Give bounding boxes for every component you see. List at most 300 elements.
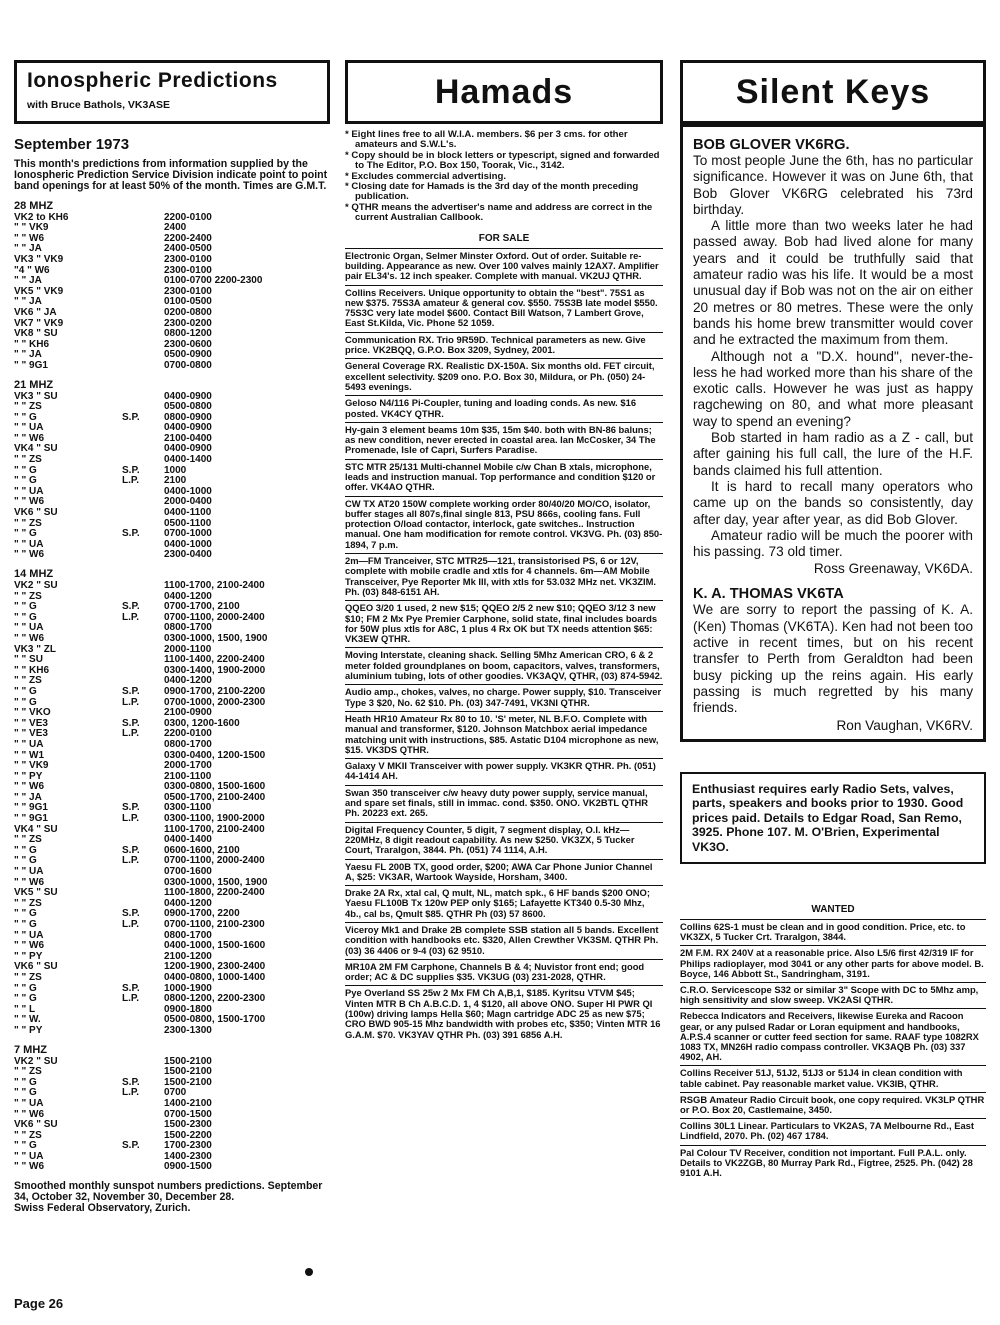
- ad-heading: STC MTR 25/131 Multi-channel: [345, 460, 481, 472]
- path-type-cell: [122, 962, 164, 973]
- path-type-cell: S.P.: [122, 601, 140, 613]
- path-type-cell: [122, 941, 164, 952]
- sunspot-text: Smoothed monthly sunspot numbers predictions. September 34, October 32, November 30, December 28.: [14, 1180, 323, 1204]
- hamads-column: [345, 60, 663, 1043]
- path-type-cell: S.P.: [122, 1076, 140, 1088]
- ad-text: 51J2, 51J3 or 51J4 in clean condition with table cabinet. Pay reasonable market value. VK3IB, QTHR.: [680, 1067, 963, 1089]
- ad-heading: Geloso N4/116 Pi-Coupler,: [345, 397, 462, 409]
- times-cell: 2100-1100: [164, 770, 212, 782]
- ad-text: 240V at a reasonable price. Also L5/6 first 42/319 IF for Philips radioplayer, mod 3041 or any other parts for above model. B. Boyce, 146 Abbott St., Sandringham, 3191.: [680, 947, 984, 979]
- times-cell: 0700-0800: [164, 359, 212, 371]
- path-type-cell: [122, 297, 164, 308]
- path-cell: " " PY: [14, 1024, 43, 1036]
- path-cell: " " G: [14, 855, 37, 867]
- path-type-cell: S.P.: [122, 908, 140, 920]
- hamads-rules: [345, 130, 663, 224]
- classified-ad: [345, 711, 663, 758]
- intro-text: This month's predictions from information supplied by the Ionospheric Prediction Service Division indicate point to point band openings for at least 50% of the month. Times are G.M.T.: [14, 158, 328, 193]
- ad-heading: Collins 30L1 Linear.: [680, 1120, 769, 1132]
- ad-text: STC MTR25—121, transistorised PS, 6 or 12V, complete with mobile cradle and xtls for 4 channels. 6m—AM Mobile Transceiver, Pye Reporter Mk III, with xtls for 53.032 MHz net. VK3ZIM. Ph. (03) 848-6151 AH.: [345, 555, 657, 597]
- ad-heading: Yaesu FL 200B TX,: [345, 860, 429, 872]
- times-cell: 0300-1100: [164, 802, 212, 814]
- obituary-signature-2: Ron Vaughan, VK6RV.: [836, 717, 973, 733]
- ad-heading: Pye Overland SS 25w: [345, 987, 441, 999]
- path-cell: " " G: [14, 982, 37, 994]
- classified-ad: [345, 922, 663, 959]
- band-heading: 28 MHZ: [14, 199, 54, 212]
- ad-heading: Pal Colour TV Receiver,: [680, 1146, 786, 1158]
- ad-heading: 2M F.M. RX: [680, 947, 729, 959]
- ad-heading: Hy-gain 3 element: [345, 423, 426, 435]
- times-cell: 2200-0100: [164, 211, 212, 223]
- path-cell: " " ZS: [14, 517, 42, 529]
- path-type-cell: [122, 319, 164, 330]
- path-type-cell: S.P.: [122, 528, 140, 540]
- path-cell: "4 " W6: [14, 264, 50, 276]
- ad-heading: Collins 62S-1: [680, 921, 739, 932]
- path-cell: " " G: [14, 919, 37, 931]
- ad-heading: Audio amp.,: [345, 686, 399, 698]
- classified-ad: [345, 859, 663, 886]
- classified-ad: [345, 553, 663, 600]
- path-cell: " " G: [14, 411, 37, 423]
- silent-keys-body: [680, 124, 986, 742]
- path-type-cell: S.P.: [122, 844, 140, 856]
- path-type-cell: L.P.: [122, 855, 140, 867]
- times-cell: 0500-0900: [164, 349, 212, 361]
- times-cell: 2100-0900: [164, 707, 212, 719]
- classified-ad: [345, 758, 663, 785]
- path-type-cell: [122, 1120, 164, 1131]
- path-type-cell: [122, 623, 164, 634]
- path-cell: " " PY: [14, 770, 43, 782]
- times-cell: 0400-1200: [164, 590, 212, 602]
- ad-text: Selmer Minster Oxford. Out of order. Suitable re-building. Appearance as new. Over 100 valves mainly 12AX7. Amplifier pair EL34's. 12 inch speaker. Complete with manual. VK2UJ QTHR.: [345, 249, 659, 282]
- path-cell: " " VKO: [14, 707, 51, 719]
- prediction-row: [14, 1099, 330, 1110]
- path-type-cell: [122, 1162, 164, 1173]
- ad-text: Trio 9R59D. Technical parameters as new. Give price. VK2BQQ, G.P.O. Box 3209, Sydney, 2001.: [345, 333, 646, 356]
- times-cell: 2100-0400: [164, 432, 212, 444]
- ionospheric-predictions-column: [14, 60, 330, 1215]
- times-cell: 0300, 1200-1600: [164, 717, 240, 729]
- path-cell: " " G: [14, 1140, 37, 1152]
- times-cell: 1100-1700, 2100-2400: [164, 823, 265, 835]
- ionospheric-author: with Bruce Bathols, VK3ASE: [27, 99, 170, 111]
- path-type-cell: [122, 761, 164, 772]
- times-cell: 0700-1000, 2000-2300: [164, 696, 266, 708]
- path-type-cell: [122, 1152, 164, 1163]
- ad-heading: Viceroy Mk1 and Drake 2B: [345, 923, 463, 935]
- path-type-cell: L.P.: [122, 696, 140, 708]
- rule-item: * Eight lines free to all W.I.A. members. $6 per 3 cms. for other amateurs and S.W.L's.: [345, 129, 628, 151]
- path-cell: VK4 " SU: [14, 443, 58, 455]
- rule-item: * QTHR means the advertiser's name and address are correct in the current Australian Callbook.: [345, 201, 653, 224]
- band-heading: 21 MHZ: [14, 378, 54, 391]
- path-type-cell: [122, 973, 164, 984]
- times-cell: 0700-1500: [164, 1108, 212, 1120]
- path-cell: " " UA: [14, 866, 44, 878]
- times-cell: 1500-2100: [164, 1055, 212, 1067]
- times-cell: 0300-1100, 1900-2000: [164, 813, 265, 825]
- path-type-cell: S.P.: [122, 685, 140, 697]
- path-type-cell: [122, 434, 164, 445]
- path-cell: VK2 " SU: [14, 1055, 58, 1067]
- ad-text: one copy required. VK3LP QTHR or P.O. Box 20, Castlemaine, 3450.: [680, 1093, 985, 1116]
- path-type-cell: [122, 645, 164, 656]
- ad-text: cleaning shack. Selling 5Mhz American CRO, 6 & 2 meter folded groundplanes on boom, capacitors, valves, transformers, aluminium tubing, lots of other goodies. VK3AQV, QTHR, (03) 874-5942.: [345, 649, 663, 682]
- times-cell: 2300-0100: [164, 264, 212, 276]
- classified-ad: [680, 1145, 986, 1182]
- times-cell: 0500-0800, 1500-1700: [164, 1014, 266, 1026]
- path-type-cell: L.P.: [122, 728, 140, 740]
- path-type-cell: [122, 308, 164, 319]
- ionospheric-title: Ionospheric Predictions: [27, 69, 278, 92]
- path-cell: " " W1: [14, 749, 45, 761]
- path-cell: " " ZS: [14, 675, 42, 687]
- path-cell: " " UA: [14, 538, 44, 550]
- obituary-signature-1: Ross Greenaway, VK6DA.: [813, 561, 973, 577]
- path-type-cell: [122, 255, 164, 266]
- path-type-cell: [122, 1099, 164, 1110]
- rule-item: * Excludes commercial advertising.: [345, 170, 507, 182]
- path-type-cell: [122, 1057, 164, 1068]
- path-cell: VK4 " SU: [14, 823, 58, 835]
- obituary-paragraph: A little more than two weeks later he had passed away. Bob had lived alone for many years and it could be truthfully said that amateur radio was his life. It would be a most unusual day if Bob was not on the air on either 20 metres or 80 metres. These were the only bands his home brew transmitter would cover and he extracted the maximum from them.: [693, 218, 973, 348]
- path-type-cell: [122, 888, 164, 899]
- month-heading: September 1973: [14, 136, 130, 153]
- path-type-cell: [122, 782, 164, 793]
- obituary-name-2: K. A. THOMAS VK6TA: [693, 586, 844, 603]
- times-cell: 0400-0900: [164, 390, 212, 402]
- classified-ad: [680, 1008, 986, 1065]
- path-cell: " " W6: [14, 876, 45, 888]
- times-cell: 0400-0800, 1000-1400: [164, 971, 266, 983]
- path-type-cell: S.P.: [122, 464, 140, 476]
- ad-heading: Rebecca Indicators and Receivers,: [680, 1010, 835, 1022]
- path-type-cell: [122, 423, 164, 434]
- times-cell: 2300-0100: [164, 285, 212, 297]
- times-cell: 0900-1800: [164, 1003, 212, 1015]
- times-cell: 2000-1100: [164, 643, 212, 655]
- enthusiast-ad: Enthusiast requires early Radio Sets, valves, parts, speakers and books prior to 1930. Good prices paid. Details to Edgar Road, San Remo, 3925. Phone 107. M. O'Brien, Experimental VK3O.: [680, 772, 986, 865]
- silent-keys-column: [680, 60, 986, 1181]
- times-cell: 1500-2300: [164, 1119, 212, 1131]
- path-type-cell: S.P.: [122, 982, 140, 994]
- path-cell: VK6 " SU: [14, 961, 58, 973]
- path-cell: " " KH6: [14, 664, 50, 676]
- path-cell: " " G: [14, 685, 37, 697]
- path-type-cell: S.P.: [122, 411, 140, 423]
- prediction-row: [14, 308, 330, 319]
- ad-text: must be clean and in good condition. Price, etc. to VK3ZX, 5 Tucker Crt. Traralgon, 3844.: [680, 921, 966, 943]
- ad-text: likewise Eureka and Racoon gear, or any pulsed Radar or Loran equipment and handbooks, A.P.S.4 scanner or cutter feed section for same. RAAF type 1082RX 1083 TX, MN26H radio compass controller. VK3AQB Ph. (03) 337 4902, AH.: [680, 1010, 979, 1063]
- path-cell: VK7 " VK9: [14, 317, 64, 329]
- path-cell: " " ZS: [14, 971, 42, 983]
- path-type-cell: [122, 266, 164, 277]
- path-cell: " " UA: [14, 738, 44, 750]
- times-cell: 0300-0800, 1500-1600: [164, 781, 266, 793]
- times-cell: 0300-1000, 1500, 1900: [164, 632, 268, 644]
- path-type-cell: S.P.: [122, 1140, 140, 1152]
- classified-ad: [345, 647, 663, 684]
- times-cell: 0800-1700: [164, 738, 212, 750]
- path-type-cell: L.P.: [122, 993, 140, 1005]
- path-type-cell: [122, 329, 164, 340]
- classified-ad: [345, 985, 663, 1042]
- path-cell: " " W6: [14, 940, 45, 952]
- ad-text: with power supply. VK3KR QTHR. Ph. (051) 44-1414 AH.: [345, 760, 656, 782]
- classified-ad: [680, 1092, 986, 1118]
- times-cell: 2300-0200: [164, 317, 212, 329]
- obituary-paragraph: To most people June the 6th, has no particular significance. However it was on June 6th, that Bob Glover VK6RG celebrated his 73rd birthday.: [693, 153, 973, 217]
- ad-text: beams 10m $35, 15m $40. both with BN-86 baluns; as new condition, never erected in coastal area. Ian McCosker, 34 The Promenade, Isle of Capri, Surfers Paradise.: [345, 423, 656, 456]
- path-type-cell: S.P.: [122, 802, 140, 814]
- path-cell: " " G: [14, 1087, 37, 1099]
- ad-text: 2 Mx FM Ch A,B,1, $185. Kyritsu VTVM $45; Vinten MTR B Ch A.B.C.D. 1, 4 $120, all above ONO. Super HI PWR QI (100w) driving lamps Hella $60; Magn cartridge ADC 25 as new $75; CRO BWD 905-15 Mhz bandwidth with probes etc, $350; Vinten MTR 16 G.A.M. $70. VK3YAV QTHR Ph. (03) 391 6856 A.H.: [345, 987, 661, 1040]
- classified-ad: [680, 1065, 986, 1091]
- classified-ad: [345, 395, 663, 422]
- ad-text: c/w heavy duty power supply, service manual, and spare set finals, still in immac. cond. $350. ONO. VK2BTL QTHR Ph. 20223 ext. 265.: [345, 786, 649, 819]
- ad-heading: General Coverage RX.: [345, 360, 444, 372]
- path-cell: " " KH6: [14, 338, 50, 350]
- path-cell: VK3 " VK9: [14, 253, 64, 265]
- path-cell: " " ZS: [14, 1129, 42, 1141]
- times-cell: 2300-0100: [164, 253, 212, 265]
- ad-text: good order, $200; AWA Car Phone Junior Channel A, $25: VK3AR, Wartook Wayside, Horsham, 3400.: [345, 860, 653, 882]
- times-cell: 2400-0500: [164, 243, 212, 255]
- rule-item: * Closing date for Hamads is the 3rd day of the month preceding publication.: [345, 181, 639, 203]
- ad-heading: QQEO 3/20: [345, 602, 394, 614]
- times-cell: 0400-1000: [164, 538, 212, 550]
- ad-heading: CW TX AT20: [345, 497, 400, 509]
- path-type-cell: [122, 234, 164, 245]
- path-cell: " " W6: [14, 432, 45, 444]
- for-sale-ads: [345, 248, 663, 1043]
- ad-heading: 2m—FM Tranceiver,: [345, 555, 434, 567]
- ad-heading: C.R.O. Servicescope S32: [680, 984, 791, 996]
- path-cell: " " W6: [14, 549, 45, 561]
- path-type-cell: [122, 392, 164, 403]
- times-cell: 1500-2200: [164, 1129, 212, 1141]
- times-cell: 1000-1900: [164, 982, 212, 994]
- ad-heading: Galaxy V MKII Transceiver: [345, 760, 462, 772]
- wanted-label: WANTED: [811, 904, 855, 915]
- path-type-cell: [122, 487, 164, 498]
- prediction-row: [14, 1162, 330, 1173]
- ad-text: complete SSB station all 5 bands. Excellent condition with handbooks etc. $320, Allen Crewther VK3SM. QTHR Ph. (03) 36 4406 or 9-4 (03) 62 9510.: [345, 923, 659, 956]
- path-type-cell: [122, 581, 164, 592]
- path-cell: VK3 " ZL: [14, 643, 56, 655]
- times-cell: 0400-1400: [164, 454, 212, 466]
- path-cell: " " VE3: [14, 717, 48, 729]
- ad-heading: Collins Receiver 51J,: [680, 1067, 774, 1079]
- times-cell: 2000-0400: [164, 496, 212, 508]
- times-cell: 1200-1900, 2300-2400: [164, 961, 266, 973]
- times-cell: 1100-1400, 2200-2400: [164, 654, 265, 666]
- path-cell: VK2 to KH6: [14, 211, 69, 223]
- path-cell: VK6 " SU: [14, 507, 58, 519]
- path-cell: " " W6: [14, 632, 45, 644]
- times-cell: 0400-1400: [164, 834, 212, 846]
- prediction-row: [14, 550, 330, 561]
- times-cell: 0900-1700, 2100-2200: [164, 685, 266, 697]
- prediction-row: [14, 361, 330, 372]
- prediction-row: [14, 1026, 330, 1037]
- times-cell: 0800-1700: [164, 622, 212, 634]
- times-cell: 0400-1000, 1500-1600: [164, 940, 266, 952]
- path-cell: " " UA: [14, 1150, 44, 1162]
- path-type-cell: [122, 508, 164, 519]
- source-text: Swiss Federal Observatory, Zurich.: [14, 1202, 191, 1215]
- path-cell: " " 9G1: [14, 813, 48, 825]
- times-cell: 2300-1300: [164, 1024, 212, 1036]
- times-cell: 1500-2100: [164, 1076, 212, 1088]
- times-cell: 1400-2300: [164, 1150, 212, 1162]
- ad-text: condition not important. Full P.A.L. only. Details to VK2ZGB, 80 Murray Park Rd., Figtree, 2525. Ph. (042) 28 9101 A.H.: [680, 1146, 973, 1179]
- path-type-cell: [122, 666, 164, 677]
- ad-heading: Collins Receivers.: [345, 286, 426, 298]
- path-type-cell: [122, 444, 164, 455]
- path-type-cell: [122, 952, 164, 963]
- path-type-cell: [122, 1026, 164, 1037]
- path-type-cell: L.P.: [122, 813, 140, 825]
- times-cell: 0500-1100: [164, 517, 212, 529]
- path-cell: " " G: [14, 993, 37, 1005]
- classified-ad: [680, 945, 986, 982]
- path-cell: " " ZS: [14, 897, 42, 909]
- path-cell: " " W6: [14, 1108, 45, 1120]
- path-type-cell: S.P.: [122, 717, 140, 729]
- path-type-cell: [122, 878, 164, 889]
- classified-ad: [345, 684, 663, 711]
- path-type-cell: [122, 540, 164, 551]
- ad-text: tuning and loading conds. As new. $16 posted. VK4CY QTHR.: [345, 397, 637, 419]
- path-type-cell: [122, 276, 164, 287]
- ad-text: 150W complete working order 80/40/20 MO/CO, isolator, buffer stages all 807s,final single 813, PSU 866s, cooling fans. Full protection O/load contactor, interlock, gate switches.. Instruction manual. One ham modification for remote control. VK3VG. Ph. (03) 850-1894, 7 p.m.: [345, 497, 663, 550]
- classified-ad: [345, 285, 663, 332]
- times-cell: 2000-1700: [164, 760, 212, 772]
- ad-heading: Communication RX.: [345, 333, 435, 345]
- times-cell: 0800-1200: [164, 328, 212, 340]
- path-cell: " " G: [14, 1076, 37, 1088]
- classified-ad: [345, 459, 663, 496]
- times-cell: 1400-2100: [164, 1097, 212, 1109]
- classified-ad: [345, 496, 663, 553]
- times-cell: 0800-1200, 2200-2300: [164, 993, 266, 1005]
- classified-ad: [345, 600, 663, 647]
- path-cell: " " ZS: [14, 590, 42, 602]
- times-cell: 0400-1100: [164, 507, 212, 519]
- path-type-cell: [122, 867, 164, 878]
- path-cell: " " W.: [14, 1014, 41, 1026]
- ad-text: chokes, valves, no charge. Power supply, $10. Transceiver Type 3 $20, No. 62 $10. Ph. (03) 347-7491, VK3NI QTHR.: [345, 686, 662, 708]
- times-cell: 0400-1000: [164, 485, 212, 497]
- path-type-cell: [122, 655, 164, 666]
- path-cell: " " UA: [14, 929, 44, 941]
- times-cell: 2300-0600: [164, 338, 212, 350]
- ad-text: Mobile c/w Chan B xtals, microphone, leads and instruction manual. Top performance and condition $120 or offer. VK4AO QTHR.: [345, 460, 656, 493]
- times-cell: 0500-0800: [164, 401, 212, 413]
- wanted-ads: [680, 919, 986, 1181]
- path-cell: " " ZS: [14, 401, 42, 413]
- path-type-cell: [122, 1005, 164, 1016]
- path-cell: " " 9G1: [14, 802, 48, 814]
- times-cell: 0100-0700 2200-2300: [164, 275, 263, 287]
- obituary-paragraph: Amateur radio will be much the poorer with his passing. 73 old timer.: [693, 527, 973, 560]
- path-cell: " " G: [14, 844, 37, 856]
- path-cell: " " G: [14, 611, 37, 623]
- path-type-cell: [122, 244, 164, 255]
- path-cell: " " G: [14, 464, 37, 476]
- path-type-cell: [122, 740, 164, 751]
- classified-ad: [345, 332, 663, 359]
- times-cell: 0700-1100, 2000-2400: [164, 611, 265, 623]
- ad-text: Q mult, NL, match spk., 6 HF bands $200 ONO; Yaesu FL100B Tx 120w PEP only $165; Lafayette KT340 0.5-30 Mhz, 4b., cal bs, Qmult $85. QTHR Ph (03) 57 8600.: [345, 887, 650, 919]
- path-cell: " " G: [14, 601, 37, 613]
- times-cell: 2300-0400: [164, 549, 212, 561]
- path-cell: " " ZS: [14, 834, 42, 846]
- rule-item: * Copy should be in block letters or typescript, signed and forwarded to The Editor, P.O. Box 150, Toorak, Vic., 3142.: [345, 149, 660, 172]
- times-cell: 1100-1800, 2200-2400: [164, 887, 265, 899]
- ad-text: Realistic DX-150A. Six months old. FET circuit, excellent selectivity. $209 ono. P.O. Box 30, Mildura, or Ph. (050) 24-5493 evenings.: [345, 360, 655, 392]
- path-type-cell: [122, 350, 164, 361]
- path-cell: VK2 " SU: [14, 580, 58, 592]
- ad-heading: Electronic Organ,: [345, 249, 424, 261]
- times-cell: 0500-1700, 2100-2400: [164, 791, 266, 803]
- path-cell: VK5 " SU: [14, 887, 58, 899]
- path-cell: " " L: [14, 1003, 36, 1015]
- classified-ad: [680, 982, 986, 1008]
- times-cell: 0800-1700: [164, 929, 212, 941]
- ad-text: 1 used, 2 new $15; QQEO 2/5 2 new $10; QQEO 3/12 3 new $10; FM 2 Mx Pye Premier Carphone, solid state, final includes boards for 50W plus xtls for A8C, 1 plus 4 Rx OK but TX needs attention $65: VK3EW QTHR.: [345, 602, 658, 645]
- obituary-text-1: [693, 153, 973, 560]
- times-cell: 0900-1500: [164, 1161, 212, 1173]
- times-cell: 0400-0900: [164, 422, 212, 434]
- prediction-row: [14, 634, 330, 645]
- path-cell: " " UA: [14, 622, 44, 634]
- times-cell: 2400: [164, 222, 187, 234]
- ad-text: Particulars to VK2AS, 7A Melbourne Rd., East Lindfield, 2070. Ph. (02) 467 1784.: [680, 1120, 975, 1142]
- path-type-cell: L.P.: [122, 611, 140, 623]
- times-cell: 1100-1700, 2100-2400: [164, 580, 265, 592]
- times-cell: 0400-0900: [164, 443, 212, 455]
- times-cell: 0300-0400, 1200-1500: [164, 749, 266, 761]
- obituary-text-2: We are sorry to report the passing of K. A. (Ken) Thomas (VK6TA). Ken had not been too active in recent times, but on his recent transfer to Perth from Geraldton had been busy picking up the reins again. His early passing is much regretted by his many friends.: [693, 602, 973, 716]
- prediction-row: [14, 740, 330, 751]
- path-cell: " " G: [14, 528, 37, 540]
- classified-ad: [680, 1118, 986, 1144]
- classified-ad: [345, 785, 663, 822]
- hamads-title: Hamads: [345, 60, 663, 124]
- path-type-cell: L.P.: [122, 919, 140, 931]
- band-heading: 7 MHZ: [14, 1043, 47, 1056]
- path-type-cell: [122, 634, 164, 645]
- ad-text: or similar 3" Scope with DC to 5Mhz amp, high sensitivity and slow sweep. VK2ASI QTHR.: [680, 984, 979, 1006]
- classified-ad: [680, 919, 986, 945]
- times-cell: 2200-2400: [164, 232, 212, 244]
- ad-heading: RSGB Amateur Radio Circuit book,: [680, 1093, 836, 1105]
- ionospheric-header: [14, 60, 330, 124]
- path-cell: VK6 " JA: [14, 306, 57, 318]
- times-cell: 0700-1700, 2100: [164, 601, 240, 613]
- ad-heading: Moving Interstate,: [345, 649, 426, 661]
- prediction-row: [14, 687, 330, 698]
- ad-text: Unique opportunity to obtain the "best". 75S1 as new $375. 75S3A amateur & general cov. $550. 75S3B late model $550. 75S3C very late model $600. Contact Bill Watson, 7 Lambert Grove, East St.Kilda, Vic. Phone 52 1059.: [345, 286, 658, 329]
- path-cell: " " W6: [14, 1161, 45, 1173]
- path-type-cell: [122, 550, 164, 561]
- path-cell: " " 9G1: [14, 359, 48, 371]
